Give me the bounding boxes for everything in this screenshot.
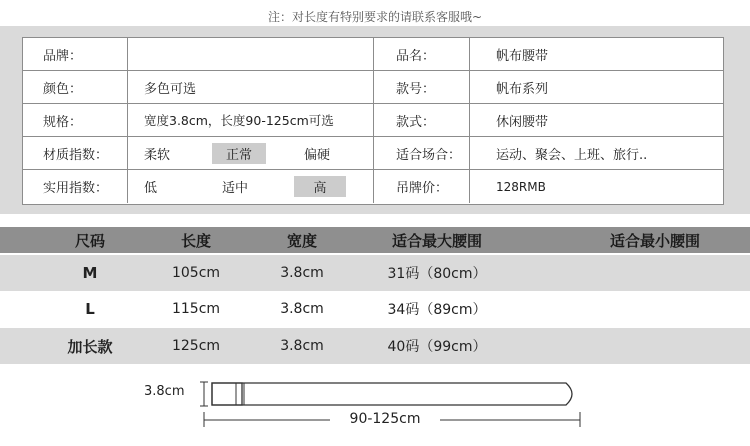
option-medium: 适中	[222, 181, 249, 196]
length-cell: 105cm	[171, 265, 221, 281]
attr-label: 品名：	[373, 38, 469, 70]
max-waist-cell: 31码（80cm）	[387, 266, 487, 282]
attr-label: 款号：	[373, 71, 469, 103]
length-cell: 125cm	[171, 338, 221, 354]
attr-value: 帆布腰带	[469, 38, 723, 70]
option-high-selected: 高	[294, 176, 346, 197]
width-dimension-label: 3.8cm	[144, 384, 185, 399]
attributes-table	[22, 37, 724, 205]
table-row	[0, 328, 750, 364]
header-width: 宽度	[286, 231, 317, 250]
attr-label: 实用指数：	[43, 181, 109, 196]
table-row	[0, 291, 750, 327]
attr-label: 吊牌价：	[373, 170, 469, 203]
material-options	[127, 137, 373, 169]
practical-options	[127, 170, 373, 203]
attr-value: 多色可选	[127, 71, 373, 103]
attr-value: 运动、聚会、上班、旅行..	[469, 137, 723, 169]
min-waist-cell	[570, 291, 740, 327]
notice-text: 注：对长度有特别要求的请联系客服哦~	[267, 10, 483, 24]
attr-value: 休闲腰带	[469, 104, 723, 136]
size-cell: 加长款	[67, 337, 113, 356]
size-table-header	[0, 227, 750, 253]
max-waist-cell: 34码（89cm）	[387, 302, 487, 318]
option-low: 低	[144, 181, 158, 196]
attr-label: 材质指数：	[43, 147, 109, 163]
attr-value: 128RMB	[469, 170, 723, 203]
header-size: 尺码	[74, 231, 105, 250]
attr-label: 适合场合：	[373, 137, 469, 169]
option-normal-selected: 正常	[212, 143, 266, 164]
width-cell: 3.8cm	[280, 338, 324, 354]
max-waist-cell: 40码（99cm）	[387, 339, 487, 355]
attr-row-spec	[23, 104, 723, 137]
attr-value: 宽度3.8cm，长度90-125cm可选	[127, 104, 373, 136]
attributes-panel	[0, 26, 750, 214]
size-cell: M	[82, 264, 98, 282]
header-length: 长度	[180, 231, 211, 250]
belt-diagram	[0, 375, 750, 446]
attr-row-color	[23, 71, 723, 104]
min-waist-cell	[570, 255, 740, 291]
width-cell: 3.8cm	[280, 301, 324, 317]
attr-label: 颜色：	[43, 81, 83, 97]
attr-row-material	[23, 137, 723, 170]
size-cell: L	[85, 300, 95, 318]
attr-label: 品牌：	[43, 48, 83, 64]
attr-value: 帆布系列	[469, 71, 723, 103]
attr-row-practical	[23, 170, 723, 203]
attr-value	[127, 38, 373, 70]
table-row	[0, 255, 750, 291]
header-min-waist: 适合最小腰围	[609, 231, 700, 250]
min-waist-cell	[570, 328, 740, 364]
option-soft: 柔软	[144, 148, 171, 163]
length-cell: 115cm	[171, 301, 221, 317]
attr-row-brand	[23, 38, 723, 71]
option-hard: 偏硬	[304, 148, 331, 163]
width-cell: 3.8cm	[280, 265, 324, 281]
length-dimension-label: 90-125cm	[349, 411, 421, 427]
header-max-waist: 适合最大腰围	[391, 231, 482, 250]
attr-label: 规格：	[43, 114, 83, 130]
attr-label: 款式：	[373, 104, 469, 136]
